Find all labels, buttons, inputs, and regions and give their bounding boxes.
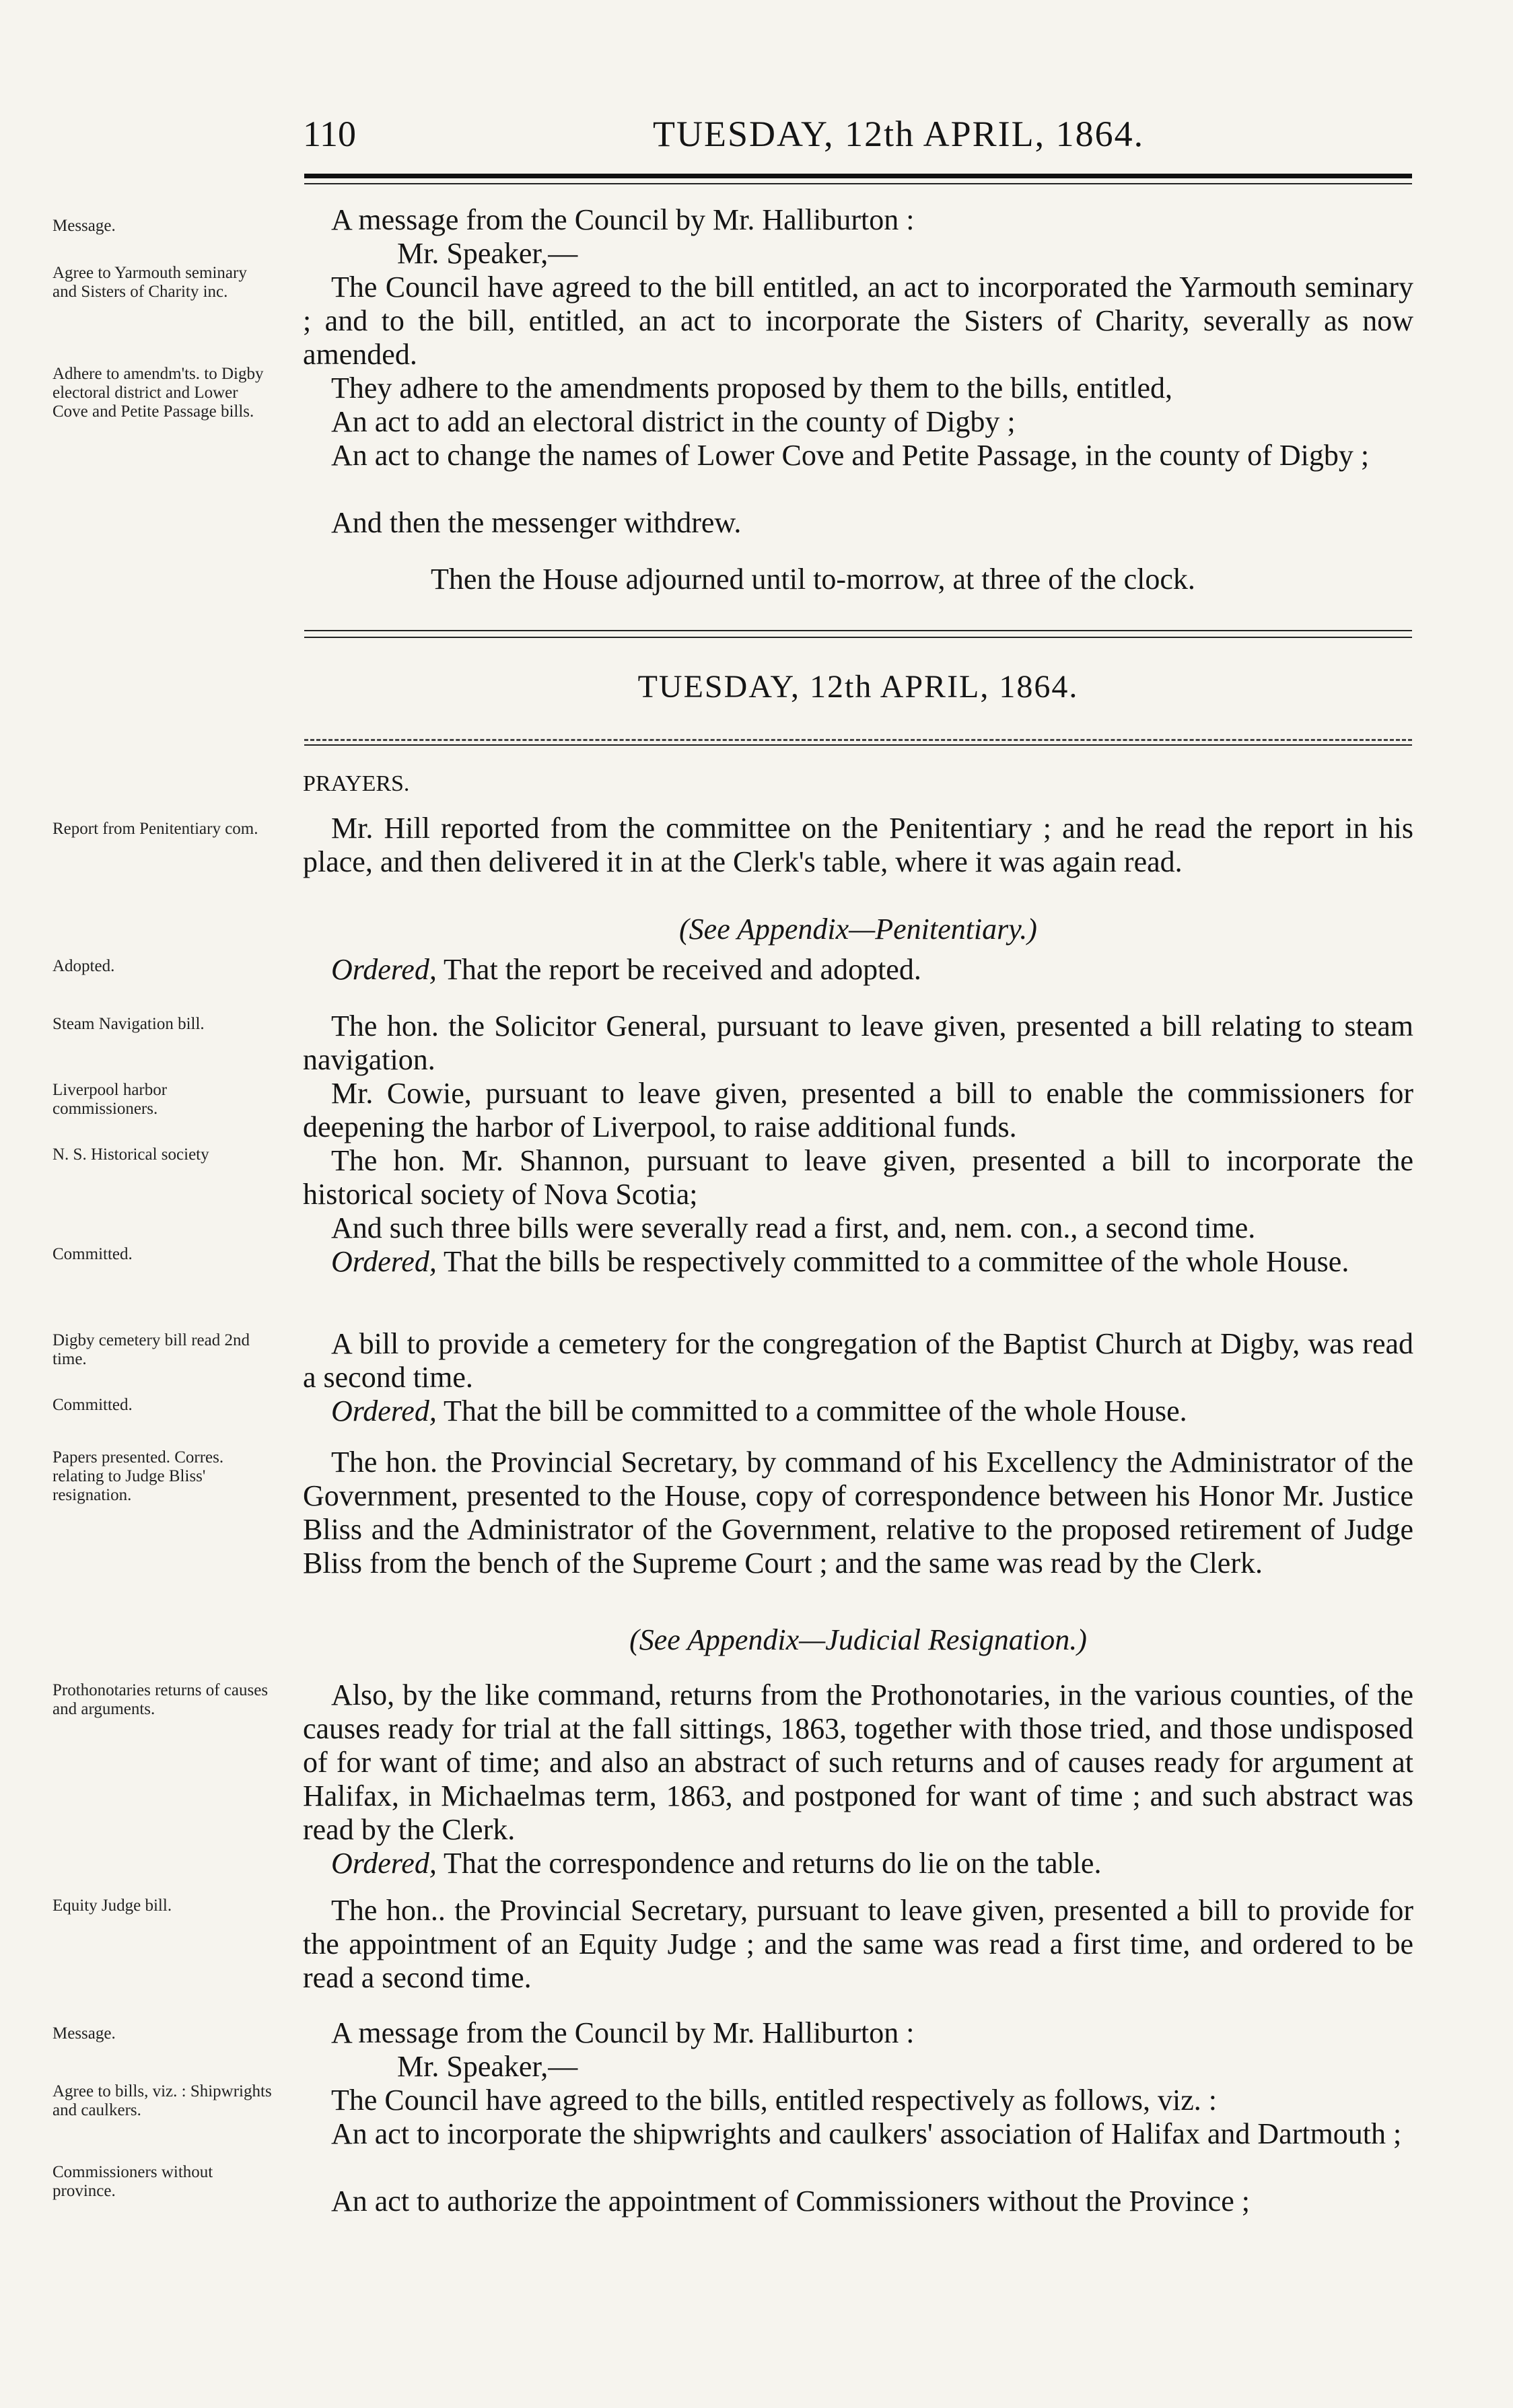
margin-note-adhere: Adhere to amendm'ts. to Digby electoral district and Lower Cove and Petite Passage bills. [52, 365, 264, 421]
margin-note-liverpool: Liverpool harbor commissioners. [52, 1081, 168, 1118]
header-rule-thin [304, 183, 1412, 184]
act-lower-cove: An act to change the names of Lower Cove and Petite Passage, in the county of Digby ; [331, 439, 1370, 472]
margin-note-committed-2: Committed. [52, 1396, 133, 1414]
message-intro: A message from the Council by Mr. Halliburton : [331, 203, 915, 236]
penitentiary-appendix-ref: (See Appendix—Penitentiary.) [679, 913, 1037, 946]
margin-note-equity-judge: Equity Judge bill. [52, 1897, 172, 1915]
section-rule-2 [304, 637, 1412, 638]
three-bills-read-para: And such three bills were severally read a first, and, nem. con., a second time. [331, 1211, 1256, 1244]
messenger-withdrew: And then the messenger withdrew. [331, 506, 742, 539]
margin-note-committed-1: Committed. [52, 1245, 133, 1263]
liverpool-harbor-para: Mr. Cowie, pursuant to leave given, presented a bill to enable the commissioners for deepening the harbor of Liverpool, to raise additional funds. [303, 1077, 1413, 1143]
margin-note-ns-historical: N. S. Historical society [52, 1145, 209, 1164]
judicial-appendix-ref: (See Appendix—Judicial Resignation.) [629, 1623, 1087, 1656]
section-rule-1 [304, 630, 1412, 631]
adhere-para: They adhere to the amendments proposed by them to the bills, entitled, [331, 371, 1173, 404]
margin-note-agree-bills: Agree to bills, viz. : Shipwrights and caulkers. [52, 2082, 272, 2119]
margin-note-steam: Steam Navigation bill. [52, 1015, 205, 1033]
historical-society-para: The hon. Mr. Shannon, pursuant to leave given, presented a bill to incorporate the historical society of Nova Scotia; [303, 1144, 1413, 1211]
ordered-label: Ordered, [331, 1245, 437, 1278]
steam-navigation-para: The hon. the Solicitor General, pursuant to leave given, presented a bill relating to steam navigation. [303, 1010, 1413, 1076]
act-commissioners: An act to authorize the appointment of Commissioners without the Province ; [331, 2185, 1250, 2218]
margin-note-message: Message. [52, 217, 116, 235]
heading-rule [304, 744, 1412, 746]
heading-dashed-rule [304, 739, 1412, 741]
speaker-address: Mr. Speaker,— [397, 237, 578, 270]
penitentiary-report-para: Mr. Hill reported from the committee on the Penitentiary ; and he read the report in his place, and then delivered it in at the Clerk's table, where it was again read. [303, 812, 1413, 878]
ordered-adopted [303, 953, 1413, 987]
ordered-committed-2 [303, 1394, 1413, 1428]
margin-note-report: Report from Penitentiary com. [52, 820, 258, 838]
margin-note-agree: Agree to Yarmouth seminary and Sisters of Charity inc. [52, 264, 247, 301]
act-digby-electoral: An act to add an electoral district in the county of Digby ; [331, 405, 1016, 438]
digby-cemetery-para: A bill to provide a cemetery for the congregation of the Baptist Church at Digby, was read a second time. [303, 1327, 1413, 1394]
running-title: TUESDAY, 12th APRIL, 1864. [653, 114, 1145, 154]
page-header [303, 113, 1413, 160]
speaker-address-2: Mr. Speaker,— [397, 2050, 578, 2083]
ordered-label: Ordered, [331, 1394, 437, 1427]
ordered-text: That the correspondence and returns do lie on the table. [444, 1847, 1102, 1880]
margin-note-adopted: Adopted. [52, 957, 115, 975]
message-intro-2: A message from the Council by Mr. Halliburton : [331, 2016, 915, 2049]
prayers-label: PRAYERS. [303, 771, 410, 796]
ordered-text: That the bill be committed to a committee of the whole House. [444, 1394, 1187, 1427]
ordered-text: That the report be received and adopted. [444, 953, 921, 986]
council-agreed-para: The Council have agreed to the bill entitled, an act to incorporated the Yarmouth seminary ; and to the bill, entitled, an act to incorporate the Sisters of Charity, severally as now amended. [303, 271, 1413, 371]
ordered-label: Ordered, [331, 1847, 437, 1880]
ordered-lie-on-table [303, 1847, 1413, 1880]
margin-note-papers: Papers presented. Corres. relating to Judge Bliss' resignation. [52, 1448, 224, 1504]
date-heading: TUESDAY, 12th APRIL, 1864. [637, 669, 1079, 705]
act-shipwrights: An act to incorporate the shipwrights and caulkers' association of Halifax and Dartmouth ; [331, 2117, 1402, 2150]
council-agreed-bills: The Council have agreed to the bills, entitled respectively as follows, viz. : [331, 2084, 1217, 2117]
ordered-text: That the bills be respectively committed to a committee of the whole House. [444, 1245, 1349, 1278]
margin-note-commissioners: Commissioners without province. [52, 2163, 213, 2200]
header-rule-thick [304, 174, 1412, 178]
house-adjourned: Then the House adjourned until to-morrow, at three of the clock. [431, 563, 1195, 596]
margin-note-message-2: Message. [52, 2024, 116, 2043]
equity-judge-para: The hon.. the Provincial Secretary, pursuant to leave given, presented a bill to provide for the appointment of an Equity Judge ; and the same was read a first time, and ordered to be read a second time. [303, 1894, 1413, 1994]
ordered-committed-1 [303, 1245, 1413, 1279]
ordered-label: Ordered, [331, 953, 437, 986]
margin-note-digby-cemetery: Digby cemetery bill read 2nd time. [52, 1331, 250, 1368]
bliss-correspondence-para: The hon. the Provincial Secretary, by command of his Excellency the Administrator of the Government, presented to the House, copy of correspondence between his Honor Mr. Justice Bliss and the Administrator of the Government, relative to the proposed retirement of Judge Bliss from the bench of the Supreme Court ; and the same was read by the Clerk. [303, 1446, 1413, 1580]
page-number: 110 [303, 114, 356, 154]
margin-note-prothonotaries: Prothonotaries returns of causes and arguments. [52, 1681, 269, 1718]
prothonotaries-para: Also, by the like command, returns from the Prothonotaries, in the various counties, of the causes ready for trial at the fall sittings, 1863, together with those tried, and those undisposed of for want of time; and also an abstract of such returns and of causes ready for argument at Halifax, in Michaelmas term, 1863, and postponed for want of time ; and such abstract was read by the Clerk. [303, 1678, 1413, 1846]
